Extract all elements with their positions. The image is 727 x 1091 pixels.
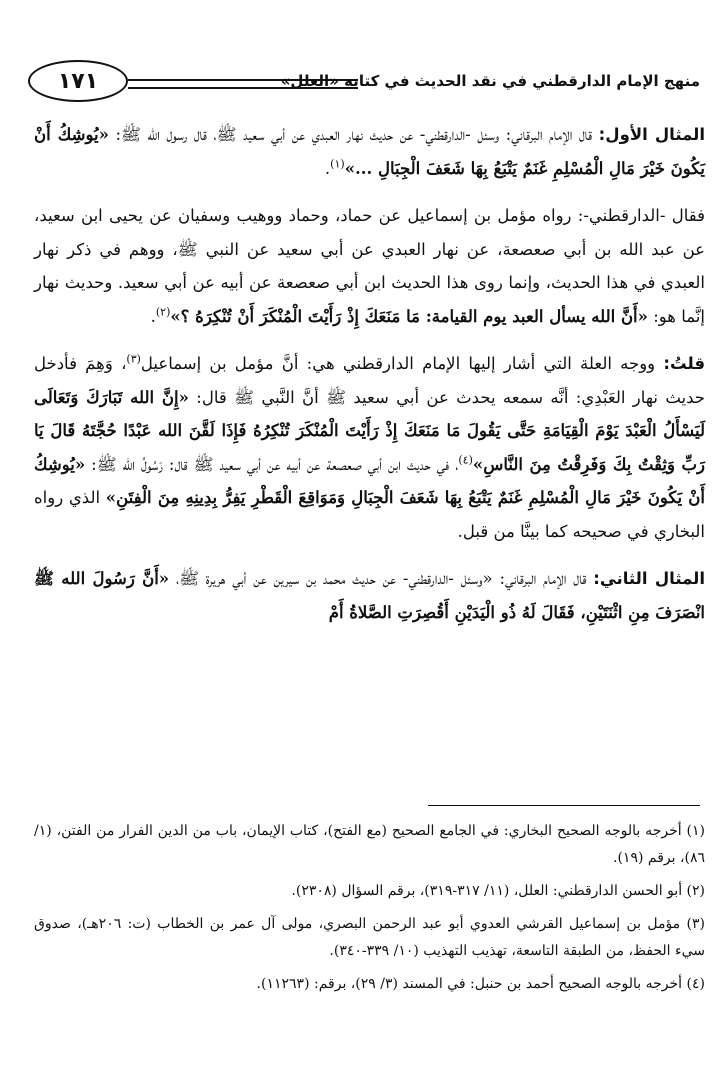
paragraph-daraqutni (34, 199, 705, 333)
footnote-separator (428, 805, 700, 806)
running-header (18, 58, 708, 104)
running-title: منهج الإمام الدارقطني في نقد الحديث في كتابه «العلل» (280, 72, 700, 90)
main-text (34, 118, 705, 643)
p2-hadith: «أَنَّ الله يسأل العبد يوم القيامة: مَا مَنَعَكَ إِذْ رَأَيْتَ الْمُنْكَرَ أَنْ تُنْكِرَهُ ؟» (170, 306, 648, 326)
footnote-2: (٢) أبو الحسن الدارقطني: العلل، (١١/ ٣١٧-٣١٩)، برقم السؤال (٢٣٠٨). (291, 883, 705, 899)
example-1-label: المثال الأول: (598, 125, 705, 144)
p3-text-4: الذي رواه البخاري في صحيحه كما بينَّا من قبل. (34, 488, 705, 541)
p3-text-2: ، وَهِمَ فأدخل حديث نهار العَبْدِي: أنَّه سمعه يحدث عن أبي سعيد ﷺ أنَّ النَّبي ﷺ قال: (34, 354, 705, 407)
footnote-3: (٣) مؤمل بن إسماعيل القرشي العدوي أبو عبد الرحمن البصري، مولى آل عمر بن الخطاب (ت: ٢٠٦هـ)، صدوق سيء الحفظ، من الطبقة التاسعة، تهذيب التهذيب (١٠/ ٣٣٩-٣٤٠). (34, 916, 705, 959)
p3-hadith-1: «إِنَّ الله تَبَارَكَ وَتَعَالَى لَيَسْأَلُ الْعَبْدَ يَوْمَ الْقِيَامَةِ حَتَّى يَقُولَ مَا مَنَعَكَ إِذْ رَأَيْتَ الْمُنْكَرَ تُنْكِرُهُ فَإِذَا لَقَّنَ الله عَبْدًا حُجَّتَهُ قَالَ يَا رَبِّ وَثِقْتُ بِكَ وَفَرِقْتُ مِنَ النَّاسِ» (34, 387, 705, 474)
p2-text-1: فقال -الدارقطني-: رواه مؤمل بن إسماعيل عن حماد، وحماد ووهيب وسفيان عن يحيى ابن سعيد، عن عبد الله بن أبي صعصعة، عن نهار العبدي عن أبي سعيد عن النبي ﷺ، ووهم في ذكر نهار العبدي في هذا الحديث، وإنما روى هذا الحديث ابن أبي صعصعة عن أبيه عن أبي سعيد. وحديث نهار إنَّما هو: (34, 206, 705, 326)
p3-text-1: ووجه العلة التي أشار إليها الإمام الدارقطني هي: أنَّ مؤمل بن إسماعيل (140, 354, 664, 373)
page-number: ١٧١ (28, 60, 128, 102)
footnotes (34, 818, 705, 1004)
paragraph-analysis (34, 347, 705, 548)
p3-text-3: ، في حديث ابن أبي صعصعة عن أبيه عن أبي سعيد ﷺ قال: رَسُولُ الله ﷺ: (85, 454, 459, 474)
p3-hadith-2: «يُوشِكُ أَنْ يَكُونَ خَيْرَ مَالِ الْمُسْلِمِ غَنَمٌ يَتْبَعُ بِهَا شَعَفَ الْجِبَالِ وَمَوَاقِعَ الْقَطْرِ يَفِرُّ بِدِينِهِ مِنَ الْفِتَنِ» (34, 454, 705, 507)
footnote-4: (٤) أخرجه بالوجه الصحيح أحمد بن حنبل: في المسند (٣/ ٢٩)، برقم: (١١٢٦٣). (256, 976, 705, 992)
p2-text-2: . (150, 306, 156, 326)
footnote-ref-3[interactable]: (٣) (126, 352, 141, 366)
analysis-label: قلتُ: (663, 354, 705, 373)
footnote-ref-2[interactable]: (٢) (155, 305, 171, 318)
footnote-ref-1[interactable]: (١) (330, 157, 345, 170)
p1-text-1: قال الإمام البرقاني: وسئل -الدارقطني- عن حديث نهار العبدي عن أبي سعيد ﷺ، قال رسول الله ﷺ: (108, 125, 599, 144)
footnote-1: (١) أخرجه بالوجه الصحيح البخاري: في الجامع الصحيح (مع الفتح)، كتاب الإيمان، باب من الدين الفرار من الفتن، (١/ ٨٦)، برقم (١٩). (34, 823, 705, 866)
footnote-ref-4[interactable]: (٤) (458, 453, 473, 466)
header-rule (128, 79, 358, 89)
paragraph-example-2 (34, 562, 705, 629)
example-2-label: المثال الثاني: (593, 569, 705, 588)
p1-text-2: . (324, 158, 331, 178)
paragraph-example-1 (34, 118, 705, 185)
p1-hadith: «يُوشِكُ أَنْ يَكُونَ خَيْرَ مَالِ الْمُسْلِمِ غَنَمٌ يَتْبَعُ بِهَا شَعَفَ الْجِبَالِ ...» (34, 125, 705, 178)
p4-text-1: قال الإمام البرقاني: «وسئل -الدارقطني- عن حديث محمد بن سيرين عن أبي هريرة ﷺ، (169, 569, 594, 588)
p4-hadith: «أَنَّ رَسُولَ الله ﷺ انْصَرَفَ مِنِ اثْنَتَيْنِ، فَقَالَ لَهُ ذُو الْيَدَيْنِ أَقُصِرَتِ الصَّلاةُ أَمْ (34, 569, 705, 622)
